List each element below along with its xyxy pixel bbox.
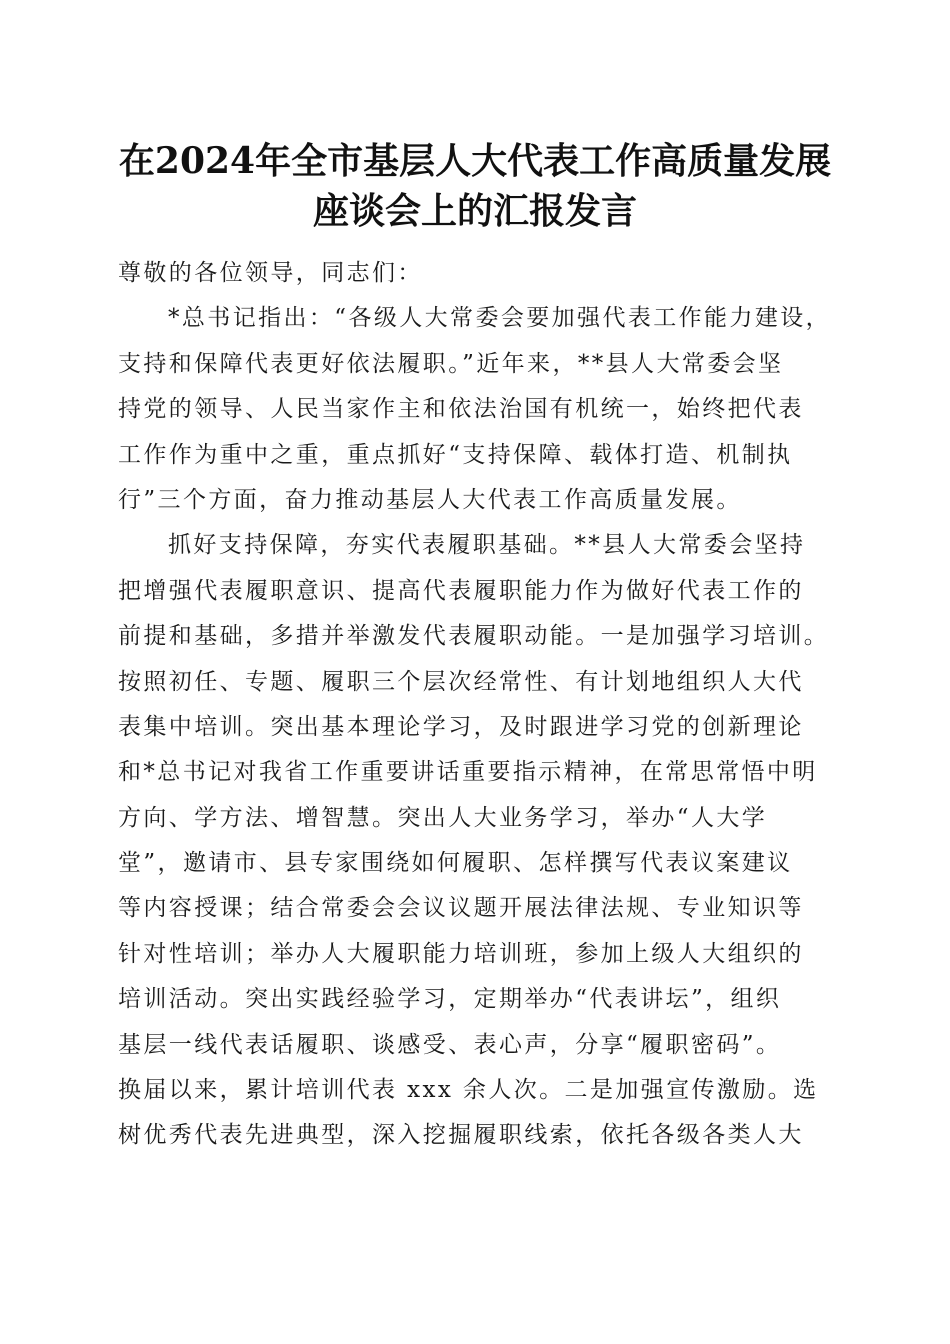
paragraph-2-line-5: 表集中培训。突出基本理论学习，及时跟进学习党的创新理论 xyxy=(118,713,804,740)
paragraph-1-line-3: 持党的领导、人民当家作主和依法治国有机统一，始终把代表 xyxy=(118,396,804,423)
paragraph-1-line-5: 行”三个方面，奋力推动基层人大代表工作高质量发展。 xyxy=(118,486,742,513)
paragraph-1-line-4: 工作作为重中之重，重点抓好“支持保障、载体打造、机制执 xyxy=(118,441,793,468)
document-title xyxy=(100,136,850,236)
document-body xyxy=(118,251,838,1159)
paragraph-2-line-12: 基层一线代表话履职、谈感受、表心声，分享“履职密码”。 xyxy=(118,1031,782,1058)
paragraph-2-line-3: 前提和基础，多措并举激发代表履职动能。一是加强学习培训。 xyxy=(118,623,830,650)
paragraph-2-line-10: 针对性培训；举办人大履职能力培训班，参加上级人大组织的 xyxy=(118,940,804,967)
paragraph-2-line-13: 换届以来，累计培训代表 xxx 余人次。二是加强宣传激励。选 xyxy=(118,1077,819,1104)
paragraph-2-line-1: 抓好支持保障，夯实代表履职基础。**县人大常委会坚持 xyxy=(168,532,806,559)
paragraph-1-line-1: *总书记指出：“各级人大常委会要加强代表工作能力建设， xyxy=(168,305,832,332)
paragraph-2-line-14: 树优秀代表先进典型，深入挖掘履职线索，依托各级各类人大 xyxy=(118,1122,804,1149)
paragraph-2-line-11: 培训活动。突出实践经验学习，定期举办“代表讲坛”，组织 xyxy=(118,986,782,1013)
title-line-1: 在2024年全市基层人大代表工作高质量发展 xyxy=(118,140,832,182)
paragraph-2-line-6: 和*总书记对我省工作重要讲话重要指示精神，在常思常悟中明 xyxy=(118,759,818,786)
paragraph-2-line-2: 把增强代表履职意识、提高代表履职能力作为做好代表工作的 xyxy=(118,577,804,604)
paragraph-2-line-8: 堂”，邀请市、县专家围绕如何履职、怎样撰写代表议案建议 xyxy=(118,850,793,877)
paragraph-2-line-9: 等内容授课；结合常委会会议议题开展法律法规、专业知识等 xyxy=(118,895,804,922)
paragraph-2-line-4: 按照初任、专题、履职三个层次经常性、有计划地组织人大代 xyxy=(118,668,804,695)
paragraph-2-line-7: 方向、学方法、增智慧。突出人大业务学习，举办“人大学 xyxy=(118,804,768,831)
paragraph-1-line-2: 支持和保障代表更好依法履职。”近年来，**县人大常委会坚 xyxy=(118,350,784,377)
title-line-2: 座谈会上的汇报发言 xyxy=(312,190,637,232)
salutation: 尊敬的各位领导，同志们： xyxy=(118,260,423,286)
